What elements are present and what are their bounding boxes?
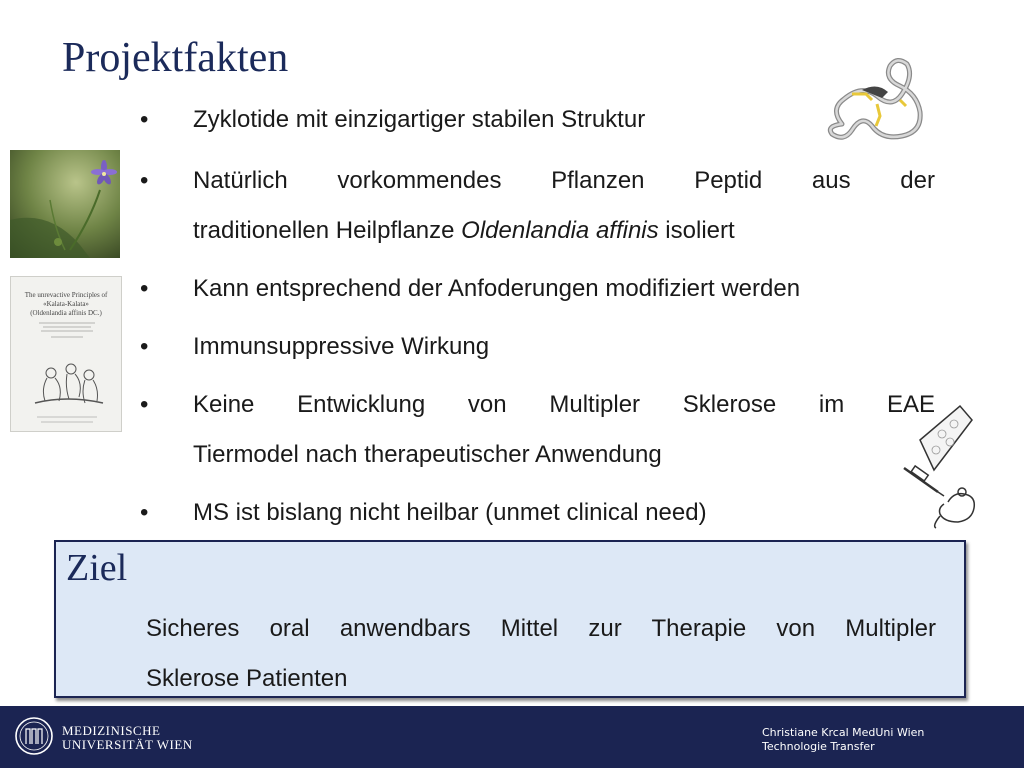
- bullet-symbol: •: [140, 275, 149, 302]
- bullet-text-line2: Tiermodel nach therapeutischer Anwendung: [193, 441, 662, 468]
- bullet-item: [140, 380, 935, 480]
- footer-credits: [762, 726, 924, 754]
- slide-title: Projektfakten: [62, 35, 289, 81]
- book-title-line: «Kalata-Kalata»: [43, 300, 89, 308]
- bullet-item: [140, 488, 935, 538]
- cyclotide-structure-image: [822, 54, 928, 144]
- goal-text-line: Sicheres oral anwendbars Mittel zur Therapie von Multipler: [146, 615, 936, 642]
- footer-department: Technologie Transfer: [762, 740, 875, 753]
- book-title-line: (Oldenlandia affinis DC.): [30, 309, 102, 317]
- text-segment: isoliert: [658, 217, 735, 244]
- footer-bar: [0, 706, 1024, 768]
- footer-author: Christiane Krcal MedUni Wien: [762, 726, 925, 739]
- book-cover-image: [10, 276, 122, 432]
- university-logo-icon: [14, 716, 54, 756]
- goal-title: Ziel: [66, 547, 128, 589]
- bullet-text: Natürlich vorkommendes Pflanzen Peptid aus der: [193, 167, 935, 194]
- bullet-item: [140, 156, 935, 256]
- bullet-symbol: •: [140, 391, 149, 418]
- flower-photo: [10, 150, 120, 258]
- bullet-text: Immunsuppressive Wirkung: [193, 333, 490, 360]
- book-title-line: The unrevactive Principles of: [24, 291, 108, 299]
- bullet-symbol: •: [140, 499, 149, 526]
- book-illustration: [11, 277, 123, 433]
- syringe-mouse-illustration: [898, 398, 978, 530]
- text-segment: traditionellen Heilpflanze: [193, 217, 462, 244]
- bullet-text: MS ist bislang nicht heilbar (unmet clinical need): [193, 499, 707, 526]
- bullet-symbol: •: [140, 106, 149, 133]
- goal-box: [54, 540, 966, 698]
- bullet-list: [140, 100, 935, 538]
- bullet-item: [140, 264, 935, 314]
- goal-text-line: Sklerose Patienten: [146, 665, 348, 692]
- university-name-line: UNIVERSITÄT WIEN: [62, 737, 193, 752]
- species-name: Oldenlandia affinis: [461, 217, 659, 244]
- bullet-text: Zyklotide mit einzigartiger stabilen Struktur: [193, 106, 646, 133]
- goal-text: [146, 604, 936, 704]
- bullet-text: Keine Entwicklung von Multipler Sklerose im EAE: [193, 391, 935, 418]
- bullet-symbol: •: [140, 167, 149, 194]
- university-name-line: MEDIZINISCHE: [62, 723, 161, 738]
- bullet-item: [140, 322, 935, 372]
- bullet-item: [140, 100, 935, 140]
- bullet-symbol: •: [140, 333, 149, 360]
- bullet-text: Kann entsprechend der Anfoderungen modifiziert werden: [193, 275, 801, 302]
- university-name: [62, 724, 193, 752]
- bullet-text-line2: [193, 206, 935, 256]
